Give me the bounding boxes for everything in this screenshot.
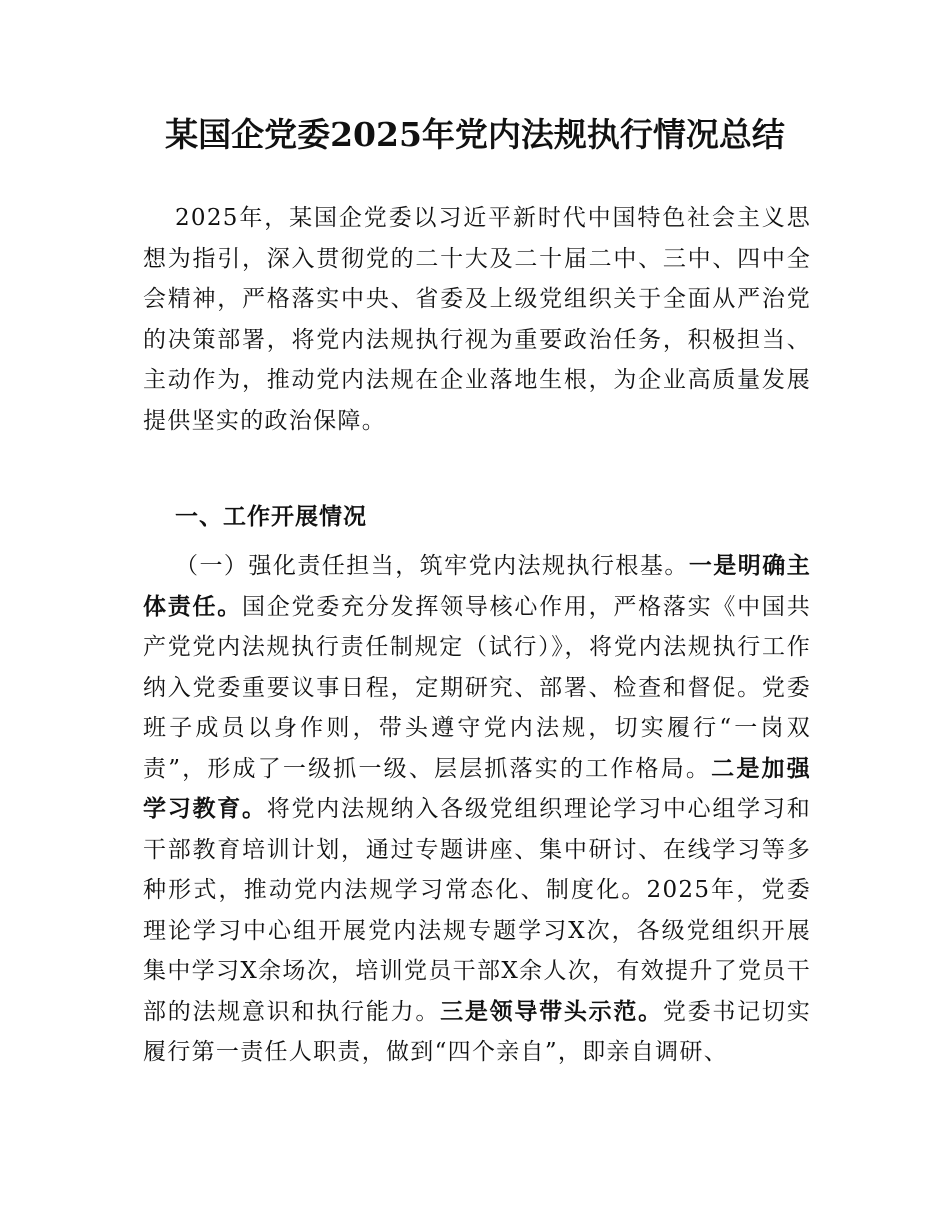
point-1-title: 一是明确主体责任。 [143,553,811,620]
section-heading: 一、工作开展情况 [175,504,367,530]
intro-paragraph: 2025年，某国企党委以习近平新时代中国特色社会主义思想为指引，深入贯彻党的二十大及二十届二中、三中、四中全会精神，严格落实中央、省委及上级党组织关于全面从严治党的决策部署，将党内法规执行视为重要政治任务，积极担当、主动作为，推动党内法规在企业落地生根，为企业高质量发展提供坚实的政治保障。 [143,205,811,434]
point-2-title: 二是加强学习教育。 [143,755,811,822]
point-2-text: 将党内法规纳入各级党组织理论学习中心组学习和干部教育培训计划，通过专题讲座、集中研讨、在线学习等多种形式，推动党内法规学习常态化、制度化。2025年，党委理论学习中心组开展党内法规专题学习X次，各级党组织开展集中学习X余场次，培训党员干部X余人次，有效提升了党员干部的法规意识和执行能力。 [143,796,812,1025]
point-3-title: 三是领导带头示范。 [440,998,663,1025]
section-paragraph [143,546,811,1073]
document-title: 某国企党委2025年党内法规执行情况总结 [165,115,785,154]
point-3-text: 党委书记切实履行第一责任人职责，做到“四个亲自”，即亲自调研、 [143,998,811,1065]
point-1-text: 国企党委充分发挥领导核心作用，严格落实《中国共产党党内法规执行责任制规定（试行）》，将党内法规执行工作纳入党委重要议事日程，定期研究、部署、检查和督促。党委班子成员以身作则，带头遵守党内法规，切实履行“一岗双责”，形成了一级抓一级、层层抓落实的工作格局。 [143,593,811,782]
subsection-lead: （一）强化责任担当，筑牢党内法规执行根基。 [175,553,689,579]
